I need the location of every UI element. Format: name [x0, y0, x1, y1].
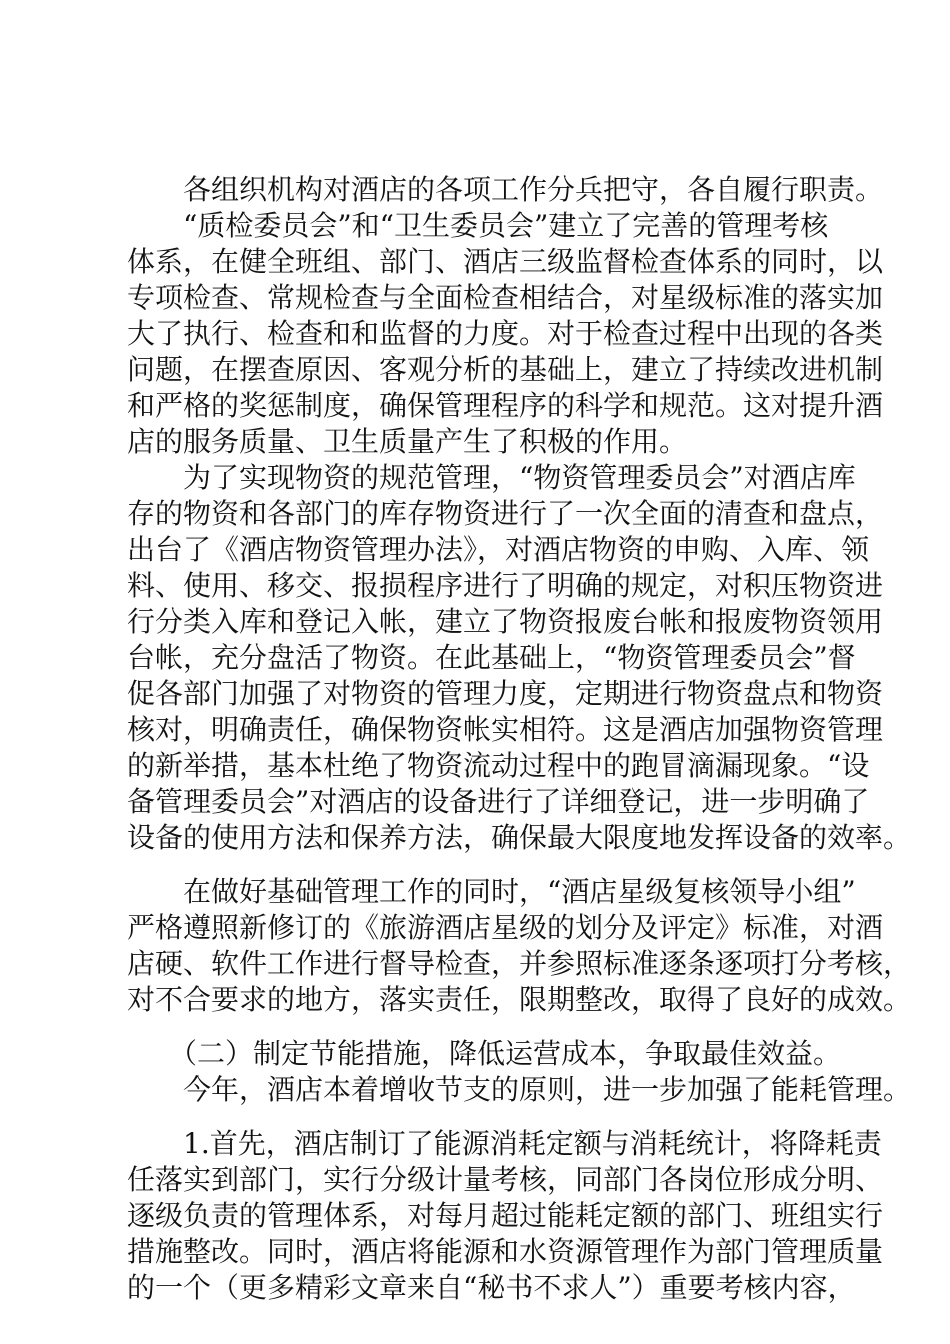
text-line: 台帐，充分盘活了物资。在此基础上，“物资管理委员会”督	[127, 641, 856, 674]
text-line: 任落实到部门，实行分级计量考核，同部门各岗位形成分明、	[127, 1163, 884, 1196]
text-line: 对不合要求的地方，落实责任，限期整改，取得了良好的成效。	[127, 983, 912, 1016]
text-line: 料、使用、移交、报损程序进行了明确的规定，对积压物资进	[127, 569, 884, 602]
text-line: 措施整改。同时，酒店将能源和水资源管理作为部门管理质量	[127, 1235, 884, 1268]
text-line: 设备的使用方法和保养方法，确保最大限度地发挥设备的效率。	[127, 821, 912, 854]
text-line: 问题，在摆查原因、客观分析的基础上，建立了持续改进机制	[127, 353, 884, 386]
text-line: “质检委员会”和“卫生委员会”建立了完善的管理考核	[127, 209, 829, 242]
text-line: 店硬、软件工作进行督导检查，并参照标准逐条逐项打分考核，	[127, 947, 912, 980]
text-line: 出台了《酒店物资管理办法》，对酒店物资的申购、入库、领	[127, 533, 870, 566]
text-line: 核对，明确责任，确保物资帐实相符。这是酒店加强物资管理	[127, 713, 884, 746]
text-line: 店的服务质量、卫生质量产生了积极的作用。	[127, 425, 688, 458]
text-line: 促各部门加强了对物资的管理力度，定期进行物资盘点和物资	[127, 677, 884, 710]
text-line: 各组织机构对酒店的各项工作分兵把守，各自履行职责。	[127, 173, 884, 206]
text-line: 专项检查、常规检查与全面检查相结合，对星级标准的落实加	[127, 281, 884, 314]
text-line: 的新举措，基本杜绝了物资流动过程中的跑冒滴漏现象。“设	[127, 749, 870, 782]
text-line: 逐级负责的管理体系，对每月超过能耗定额的部门、班组实行	[127, 1199, 884, 1232]
text-line: 在做好基础管理工作的同时，“酒店星级复核领导小组”	[127, 875, 856, 908]
text-line: 存的物资和各部门的库存物资进行了一次全面的清查和盘点，	[127, 497, 884, 530]
text-line: 体系，在健全班组、部门、酒店三级监督检查体系的同时，以	[127, 245, 884, 278]
text-line: 备管理委员会”对酒店的设备进行了详细登记，进一步明确了	[127, 785, 870, 818]
text-line: 严格遵照新修订的《旅游酒店星级的划分及评定》标准，对酒	[127, 911, 884, 944]
section-heading: （二）制定节能措施，降低运营成本，争取最佳效益。	[127, 1037, 842, 1070]
text-line: 为了实现物资的规范管理，“物资管理委员会”对酒店库	[127, 461, 856, 494]
text-line: 今年，酒店本着增收节支的原则，进一步加强了能耗管理。	[127, 1073, 912, 1106]
text-line: 的一个（更多精彩文章来自“秘书不求人”）重要考核内容，	[127, 1271, 856, 1304]
text-line: 和严格的奖惩制度，确保管理程序的科学和规范。这对提升酒	[127, 389, 884, 422]
text-line: 1.首先，酒店制订了能源消耗定额与消耗统计，将降耗责	[127, 1127, 882, 1160]
text-line: 大了执行、检查和和监督的力度。对于检查过程中出现的各类	[127, 317, 884, 350]
text-line: 行分类入库和登记入帐，建立了物资报废台帐和报废物资领用	[127, 605, 884, 638]
